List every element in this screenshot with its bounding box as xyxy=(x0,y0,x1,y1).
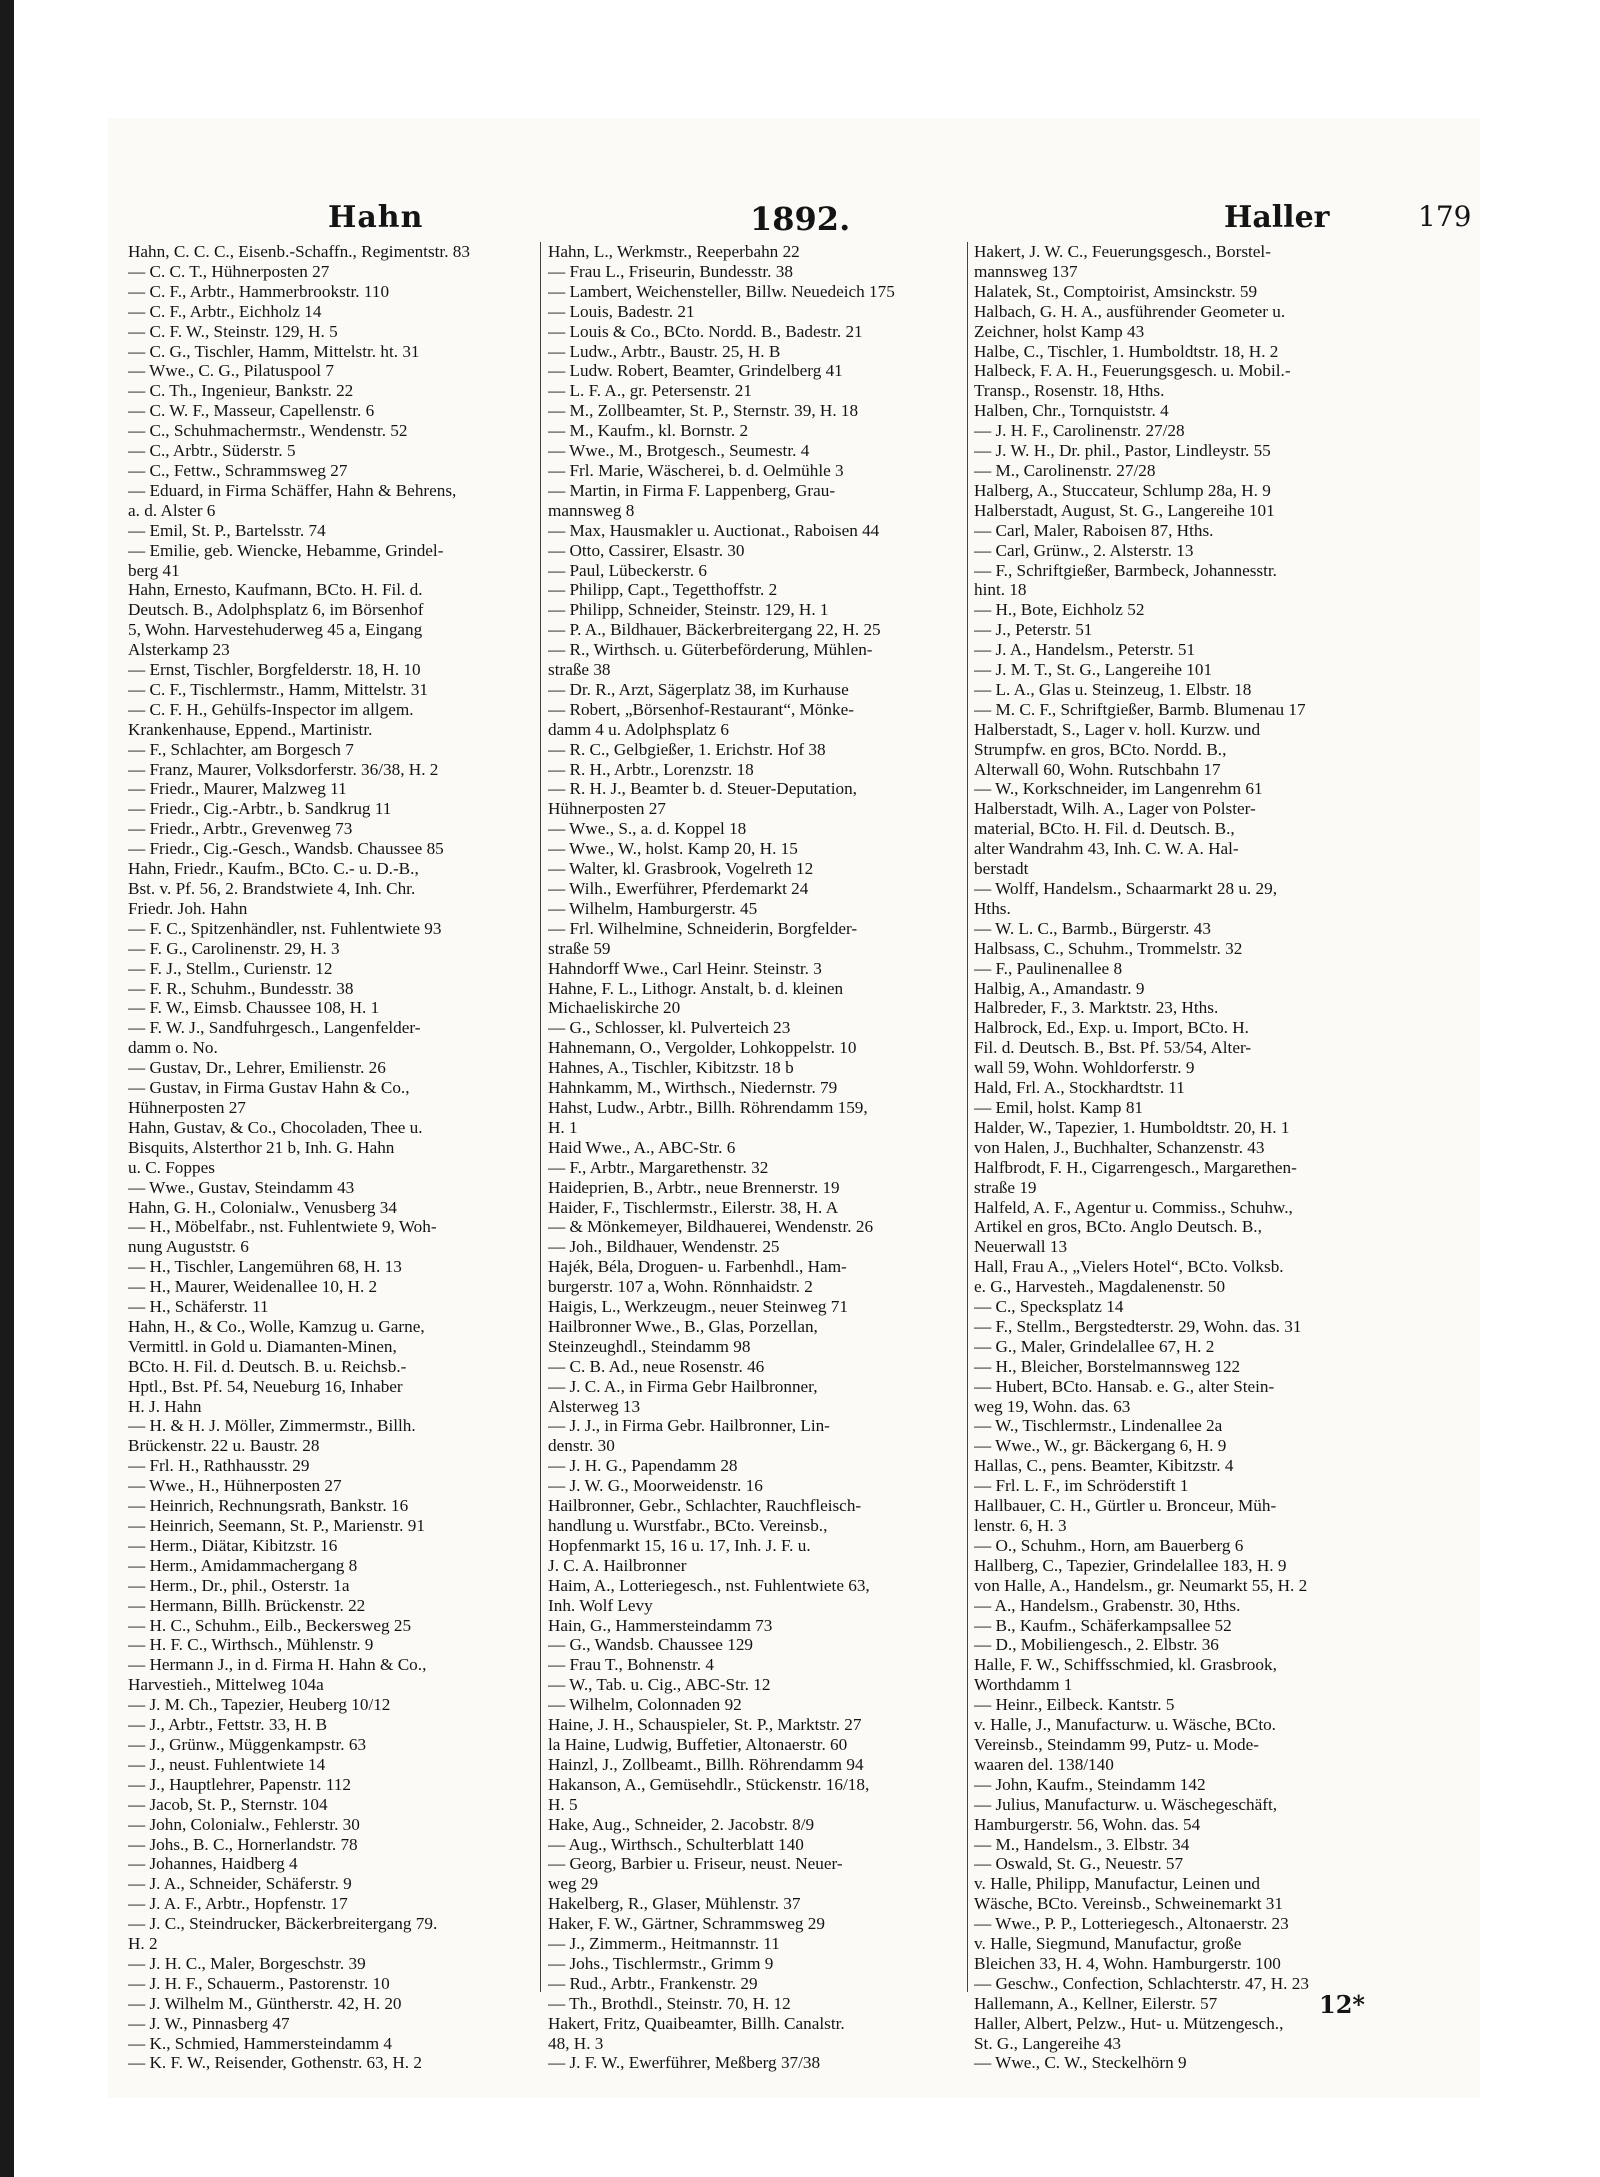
directory-entry: — Herm., Dr., phil., Osterstr. 1a xyxy=(128,1575,350,1595)
directory-entry: — P. A., Bildhauer, Bäckerbreitergang 22, H. 25 xyxy=(548,620,881,640)
directory-entry: — Frau L., Friseurin, Bundesstr. 38 xyxy=(548,261,793,281)
column-2 xyxy=(548,242,960,2073)
directory-entry: — F., Schlachter, am Borgesch 7 xyxy=(128,739,354,759)
directory-entry: Hald, Frl. A., Stockhardtstr. 11 xyxy=(974,1078,1185,1098)
directory-entry: — C. F., Tischlermstr., Hamm, Mittelstr. 31 xyxy=(128,679,428,699)
directory-entry: Hahnkamm, M., Wirthsch., Niedernstr. 79 xyxy=(548,1078,838,1098)
directory-entry: lenstr. 6, H. 3 xyxy=(974,1516,1067,1535)
directory-entry: — Wilh., Ewerführer, Pferdemarkt 24 xyxy=(548,879,809,898)
directory-entry: Hahndorff Wwe., Carl Heinr. Steinstr. 3 xyxy=(548,958,822,978)
directory-entry: — Wolff, Handelsm., Schaarmarkt 28 u. 29, xyxy=(974,879,1278,898)
directory-entry: Halfbrodt, F. H., Cigarrengesch., Margarethen- xyxy=(974,1157,1297,1177)
directory-entry: Hahn, C. C. C., Eisenb.-Schaffn., Regimentstr. 83 xyxy=(128,242,470,261)
directory-entry: Haigis, L., Werkzeugm., neuer Steinweg 71 xyxy=(548,1297,848,1317)
directory-entry: — M., Handelsm., 3. Elbstr. 34 xyxy=(974,1834,1190,1854)
directory-entry: — F., Schriftgießer, Barmbeck, Johannesstr. xyxy=(974,560,1277,580)
directory-entry: Hahn, G. H., Colonialw., Venusberg 34 xyxy=(128,1197,397,1217)
directory-entry: Bleichen 33, H. 4, Wohn. Hamburgerstr. 100 xyxy=(974,1953,1281,1973)
directory-entry: — Franz, Maurer, Volksdorferstr. 36/38, H. 2 xyxy=(128,759,439,779)
directory-entry: — Carl, Maler, Raboisen 87, Hths. xyxy=(974,520,1214,540)
directory-entry: Hailbronner, Gebr., Schlachter, Rauchfleisch- xyxy=(548,1496,862,1516)
directory-entry: Harvestieh., Mittelweg 104a xyxy=(128,1675,324,1695)
directory-entry: — Geschw., Confection, Schlachterstr. 47, H. 23 xyxy=(974,1973,1309,1993)
directory-entry: Alsterweg 13 xyxy=(548,1396,641,1416)
directory-entry: — Gustav, Dr., Lehrer, Emilienstr. 26 xyxy=(128,1058,386,1078)
directory-entry: — B., Kaufm., Schäferkampsallee 52 xyxy=(974,1615,1232,1635)
directory-entry: — L. A., Glas u. Steinzeug, 1. Elbstr. 18 xyxy=(974,679,1252,699)
directory-entry: e. G., Harvesteh., Magdalenenstr. 50 xyxy=(974,1277,1226,1297)
directory-entry: — Jacob, St. P., Sternstr. 104 xyxy=(128,1794,328,1814)
directory-entry: — C. F. H., Gehülfs-Inspector im allgem. xyxy=(128,699,414,719)
directory-entry: — Emil, St. P., Bartelsstr. 74 xyxy=(128,520,326,540)
directory-entry: — J., Grünw., Müggenkampstr. 63 xyxy=(128,1734,367,1754)
directory-entry: — C., Arbtr., Süderstr. 5 xyxy=(128,441,296,461)
directory-entry: — Frl. Marie, Wäscherei, b. d. Oelmühle 3 xyxy=(548,460,844,480)
directory-entry: von Halle, A., Handelsm., gr. Neumarkt 55, H. 2 xyxy=(974,1575,1308,1595)
directory-entry: Hajék, Béla, Droguen- u. Farbenhdl., Ham- xyxy=(548,1257,847,1277)
directory-entry: — J. A. F., Arbtr., Hopfenstr. 17 xyxy=(128,1894,348,1914)
directory-entry: — C. G., Tischler, Hamm, Mittelstr. ht. 31 xyxy=(128,341,420,361)
directory-entry: Bst. v. Pf. 56, 2. Brandstwiete 4, Inh. Chr. xyxy=(128,879,416,898)
directory-entry: St. G., Langereihe 43 xyxy=(974,2033,1122,2053)
directory-entry: Hahn, Friedr., Kaufm., BCto. C.- u. D.-B., xyxy=(128,859,419,879)
directory-entry: — J. Wilhelm M., Güntherstr. 42, H. 20 xyxy=(128,1993,402,2013)
directory-entry: Inh. Wolf Levy xyxy=(548,1595,653,1615)
directory-entry: — F. G., Carolinenstr. 29, H. 3 xyxy=(128,938,340,958)
directory-entry: — C. F., Arbtr., Eichholz 14 xyxy=(128,301,322,321)
directory-entry: — J. H. G., Papendamm 28 xyxy=(548,1456,738,1476)
directory-entry: Hallemann, A., Kellner, Eilerstr. 57 xyxy=(974,1993,1218,2013)
directory-entry: — Wwe., C. W., Steckelhörn 9 xyxy=(974,2053,1187,2073)
directory-entry: Halberg, A., Stuccateur, Schlump 28a, H. 9 xyxy=(974,480,1271,500)
directory-entry: — Wilhelm, Colonnaden 92 xyxy=(548,1695,742,1715)
directory-entry: — Philipp, Schneider, Steinstr. 129, H. 1 xyxy=(548,600,829,620)
directory-entry: Hakert, J. W. C., Feuerungsgesch., Borstel- xyxy=(974,242,1271,261)
directory-entry: — H., Tischler, Langemühren 68, H. 13 xyxy=(128,1257,402,1277)
directory-entry: — A., Handelsm., Grabenstr. 30, Hths. xyxy=(974,1595,1241,1615)
directory-entry: — G., Schlosser, kl. Pulverteich 23 xyxy=(548,1018,791,1038)
directory-entry: — W., Tab. u. Cig., ABC-Str. 12 xyxy=(548,1675,771,1695)
directory-entry: — Aug., Wirthsch., Schulterblatt 140 xyxy=(548,1834,804,1854)
directory-entry: — J. C., Steindrucker, Bäckerbreitergang 79. xyxy=(128,1914,438,1934)
directory-entry: Michaeliskirche 20 xyxy=(548,998,681,1018)
directory-entry: H. 2 xyxy=(128,1934,158,1954)
directory-entry: — C., Specksplatz 14 xyxy=(974,1297,1124,1317)
directory-entry: — Wwe., M., Brotgesch., Seumestr. 4 xyxy=(548,441,810,461)
directory-entry: — H., Möbelfabr., nst. Fuhlentwiete 9, Woh- xyxy=(128,1217,437,1237)
directory-entry: Hahst, Ludw., Arbtr., Billh. Röhrendamm 159, xyxy=(548,1097,868,1117)
directory-entry: — W. L. C., Barmb., Bürgerstr. 43 xyxy=(974,918,1211,938)
directory-entry: Wäsche, BCto. Vereinsb., Schweinemarkt 31 xyxy=(974,1894,1283,1914)
directory-entry: — H., Maurer, Weidenallee 10, H. 2 xyxy=(128,1277,378,1297)
directory-entry: — Max, Hausmakler u. Auctionat., Raboisen 44 xyxy=(548,520,880,540)
directory-entry: — Hermann J., in d. Firma H. Hahn & Co., xyxy=(128,1655,427,1675)
directory-entry: — J. C. A., in Firma Gebr Hailbronner, xyxy=(548,1376,818,1396)
directory-page xyxy=(108,118,1480,2098)
directory-entry: Halatek, St., Comptoirist, Amsinckstr. 59 xyxy=(974,281,1258,301)
directory-entry: — Walter, kl. Grasbrook, Vogelreth 12 xyxy=(548,859,814,879)
directory-entry: alter Wandrahm 43, Inh. C. W. A. Hal- xyxy=(974,839,1239,859)
directory-entry: — K. F. W., Reisender, Gothenstr. 63, H. 2 xyxy=(128,2053,422,2073)
directory-entry: — O., Schuhm., Horn, am Bauerberg 6 xyxy=(974,1535,1244,1555)
directory-entry: straße 59 xyxy=(548,938,611,958)
directory-entry: Hake, Aug., Schneider, 2. Jacobstr. 8/9 xyxy=(548,1814,815,1834)
directory-entry: — Philipp, Capt., Tegetthoffstr. 2 xyxy=(548,580,778,600)
directory-entry: — H., Bote, Eichholz 52 xyxy=(974,600,1145,620)
directory-entry: — L. F. A., gr. Petersenstr. 21 xyxy=(548,381,752,401)
directory-entry: — J. W. H., Dr. phil., Pastor, Lindleystr. 55 xyxy=(974,441,1271,461)
directory-entry: — Ludw. Robert, Beamter, Grindelberg 41 xyxy=(548,361,843,381)
directory-entry: Halbreder, F., 3. Marktstr. 23, Hths. xyxy=(974,998,1219,1018)
directory-entry: Halbe, C., Tischler, 1. Humboldtstr. 18, H. 2 xyxy=(974,341,1279,361)
directory-entry: Hahnemann, O., Vergolder, Lohkoppelstr. 10 xyxy=(548,1038,857,1058)
directory-entry: Alterwall 60, Wohn. Rutschbahn 17 xyxy=(974,759,1221,779)
directory-entry: — C. C. T., Hühnerposten 27 xyxy=(128,261,330,281)
directory-entry: wall 59, Wohn. Wohldorferstr. 9 xyxy=(974,1058,1195,1078)
directory-entry: Hakert, Fritz, Quaibeamter, Billh. Canalstr. xyxy=(548,2013,845,2033)
directory-entry: — C. F., Arbtr., Hammerbrookstr. 110 xyxy=(128,281,390,301)
directory-entry: — Friedr., Arbtr., Grevenweg 73 xyxy=(128,819,353,839)
directory-entry: Bisquits, Alsterthor 21 b, Inh. G. Hahn xyxy=(128,1137,395,1157)
directory-entry: berg 41 xyxy=(128,560,180,580)
directory-entry: — M., Carolinenstr. 27/28 xyxy=(974,460,1156,480)
directory-entry: 5, Wohn. Harvestehuderweg 45 a, Eingang xyxy=(128,620,423,640)
directory-entry: — John, Kaufm., Steindamm 142 xyxy=(974,1774,1206,1794)
directory-entry: — J., Arbtr., Fettstr. 33, H. B xyxy=(128,1715,328,1735)
directory-entry: — F., Stellm., Bergstedterstr. 29, Wohn. das. 31 xyxy=(974,1316,1302,1336)
directory-entry: Halbsass, C., Schuhm., Trommelstr. 32 xyxy=(974,938,1243,958)
scan-edge xyxy=(0,0,14,2177)
directory-entry: — Herm., Diätar, Kibitzstr. 16 xyxy=(128,1535,338,1555)
directory-entry: Hühnerposten 27 xyxy=(548,799,666,819)
directory-entry: — R. C., Gelbgießer, 1. Erichstr. Hof 38 xyxy=(548,739,826,759)
directory-entry: — C., Schuhmachermstr., Wendenstr. 52 xyxy=(128,421,408,441)
directory-entry: — Frl. L. F., im Schröderstift 1 xyxy=(974,1476,1189,1496)
directory-entry: — Friedr., Maurer, Malzweg 11 xyxy=(128,779,347,799)
directory-entry: H. 5 xyxy=(548,1794,578,1814)
directory-entry: J. C. A. Hailbronner xyxy=(548,1555,687,1575)
directory-entry: — Johannes, Haidberg 4 xyxy=(128,1854,298,1874)
directory-entry: la Haine, Ludwig, Buffetier, Altonaerstr. 60 xyxy=(548,1734,848,1754)
directory-entry: Haider, F., Tischlermstr., Eilerstr. 38, H. A xyxy=(548,1197,839,1217)
directory-entry: — Oswald, St. G., Neuestr. 57 xyxy=(974,1854,1184,1874)
directory-entry: Halbeck, F. A. H., Feuerungsgesch. u. Mobil.- xyxy=(974,361,1291,381)
directory-entry: — Wwe., H., Hühnerposten 27 xyxy=(128,1476,342,1496)
directory-entry: v. Halle, Siegmund, Manufactur, große xyxy=(974,1934,1242,1954)
directory-entry: — Herm., Amidammachergang 8 xyxy=(128,1555,358,1575)
directory-entry: u. C. Foppes xyxy=(128,1157,215,1177)
column-3 xyxy=(974,242,1406,2073)
directory-entry: — Emil, holst. Kamp 81 xyxy=(974,1097,1144,1117)
directory-entry: H. 1 xyxy=(548,1117,578,1137)
header-last-name: Haller xyxy=(1224,200,1330,235)
directory-entry: Hainzl, J., Zollbeamt., Billh. Röhrendamm 94 xyxy=(548,1754,864,1774)
directory-entry: damm 4 u. Adolphsplatz 6 xyxy=(548,719,729,739)
directory-entry: — H. F. C., Wirthsch., Mühlenstr. 9 xyxy=(128,1635,374,1655)
directory-entry: Steinzeughdl., Steindamm 98 xyxy=(548,1336,751,1356)
directory-entry: Friedr. Joh. Hahn xyxy=(128,898,248,918)
directory-entry: waaren del. 138/140 xyxy=(974,1754,1114,1774)
directory-entry: Hahn, Ernesto, Kaufmann, BCto. H. Fil. d. xyxy=(128,580,423,600)
directory-entry: burgerstr. 107 a, Wohn. Rönnhaidstr. 2 xyxy=(548,1277,813,1297)
directory-entry: — Friedr., Cig.-Arbtr., b. Sandkrug 11 xyxy=(128,799,392,819)
directory-entry: — R., Wirthsch. u. Güterbeförderung, Mühlen- xyxy=(548,640,873,660)
directory-entry: berstadt xyxy=(974,859,1029,879)
directory-entry: Halbach, G. H. A., ausführender Geometer u. xyxy=(974,301,1286,321)
directory-entry: — J. F. W., Ewerführer, Meßberg 37/38 xyxy=(548,2053,821,2073)
directory-entry: — & Mönkemeyer, Bildhauerei, Wendenstr. 26 xyxy=(548,1217,874,1237)
directory-entry: straße 19 xyxy=(974,1177,1037,1197)
directory-entry: a. d. Alster 6 xyxy=(128,500,216,520)
directory-entry: — G., Wandsb. Chaussee 129 xyxy=(548,1635,754,1655)
directory-entry: — H., Schäferstr. 11 xyxy=(128,1297,269,1317)
directory-entry: — M. C. F., Schriftgießer, Barmb. Blumenau 17 xyxy=(974,699,1306,719)
directory-entry: — Eduard, in Firma Schäffer, Hahn & Behrens, xyxy=(128,480,457,500)
directory-entry: — F., Arbtr., Margarethenstr. 32 xyxy=(548,1157,769,1177)
directory-entry: BCto. H. Fil. d. Deutsch. B. u. Reichsb.- xyxy=(128,1356,407,1376)
directory-entry: — Heinrich, Seemann, St. P., Marienstr. 91 xyxy=(128,1516,425,1535)
column-rule xyxy=(540,242,541,1992)
directory-entry: Halder, W., Tapezier, 1. Humboldtstr. 20, H. 1 xyxy=(974,1117,1290,1137)
signature-mark: 12* xyxy=(1319,1990,1365,2019)
directory-entry: — J. H. F., Carolinenstr. 27/28 xyxy=(974,421,1185,441)
directory-entry: Transp., Rosenstr. 18, Hths. xyxy=(974,381,1165,401)
directory-entry: — F. W. J., Sandfuhrgesch., Langenfelder- xyxy=(128,1018,421,1038)
directory-entry: Zeichner, holst Kamp 43 xyxy=(974,321,1145,341)
directory-entry: — Robert, „Börsenhof-Restaurant“, Mönke- xyxy=(548,699,854,719)
directory-entry: Hallas, C., pens. Beamter, Kibitzstr. 4 xyxy=(974,1456,1234,1476)
directory-entry: — R. H., Arbtr., Lorenzstr. 18 xyxy=(548,759,754,779)
directory-entry: — Wwe., Gustav, Steindamm 43 xyxy=(128,1177,355,1197)
directory-entry: — Martin, in Firma F. Lappenberg, Grau- xyxy=(548,480,836,500)
directory-entry: Haller, Albert, Pelzw., Hut- u. Mützengesch., xyxy=(974,2013,1284,2033)
directory-entry: — J. H. C., Maler, Borgeschstr. 39 xyxy=(128,1953,366,1973)
directory-entry: — H., Bleicher, Borstelmannsweg 122 xyxy=(974,1356,1241,1376)
directory-entry: — G., Maler, Grindelallee 67, H. 2 xyxy=(974,1336,1215,1356)
directory-entry: Deutsch. B., Adolphsplatz 6, im Börsenhof xyxy=(128,600,424,620)
directory-entry: — Wwe., P. P., Lotteriegesch., Altonaerstr. 23 xyxy=(974,1914,1289,1934)
directory-entry: Halfeld, A. F., Agentur u. Commiss., Schuhw., xyxy=(974,1197,1293,1217)
directory-entry: mannsweg 137 xyxy=(974,261,1078,281)
directory-entry: Hahn, Gustav, & Co., Chocoladen, Thee u. xyxy=(128,1117,423,1137)
directory-entry: Hain, G., Hammersteindamm 73 xyxy=(548,1615,773,1635)
directory-entry: Worthdamm 1 xyxy=(974,1675,1073,1695)
directory-entry: Hallberg, C., Tapezier, Grindelallee 183, H. 9 xyxy=(974,1555,1287,1575)
directory-entry: — C. F. W., Steinstr. 129, H. 5 xyxy=(128,321,338,341)
directory-entry: Hahn, L., Werkmstr., Reeperbahn 22 xyxy=(548,242,800,261)
directory-entry: Hahne, F. L., Lithogr. Anstalt, b. d. kleinen xyxy=(548,978,844,998)
directory-entry: — J., Hauptlehrer, Papenstr. 112 xyxy=(128,1774,352,1794)
directory-entry: material, BCto. H. Fil. d. Deutsch. B., xyxy=(974,819,1235,839)
directory-entry: — J., neust. Fuhlentwiete 14 xyxy=(128,1754,326,1774)
directory-entry: Hühnerposten 27 xyxy=(128,1097,246,1117)
directory-entry: — F. C., Spitzenhändler, nst. Fuhlentwiete 93 xyxy=(128,918,442,938)
directory-entry: — Carl, Grünw., 2. Alsterstr. 13 xyxy=(974,540,1194,560)
directory-entry: — Frau T., Bohnenstr. 4 xyxy=(548,1655,714,1675)
directory-entry: — W., Tischlermstr., Lindenallee 2a xyxy=(974,1416,1223,1436)
directory-entry: Hahnes, A., Tischler, Kibitzstr. 18 b xyxy=(548,1058,794,1078)
directory-entry: — J. W. G., Moorweidenstr. 16 xyxy=(548,1476,763,1496)
directory-entry: Neuerwall 13 xyxy=(974,1237,1068,1257)
page-number: 179 xyxy=(1418,200,1472,233)
directory-entry: — Ernst, Tischler, Borgfelderstr. 18, H. 10 xyxy=(128,660,421,680)
directory-entry: — Emilie, geb. Wiencke, Hebamme, Grindel- xyxy=(128,540,444,560)
directory-entry: straße 38 xyxy=(548,660,611,680)
directory-entry: — C. B. Ad., neue Rosenstr. 46 xyxy=(548,1356,765,1376)
directory-entry: denstr. 30 xyxy=(548,1436,615,1456)
directory-entry: — J. H. F., Schauerm., Pastorenstr. 10 xyxy=(128,1973,390,1993)
directory-entry: Haker, F. W., Gärtner, Schrammsweg 29 xyxy=(548,1914,825,1934)
directory-entry: — John, Colonialw., Fehlerstr. 30 xyxy=(128,1814,360,1834)
directory-entry: — Georg, Barbier u. Friseur, neust. Neuer- xyxy=(548,1854,843,1874)
directory-entry: — J. M. T., St. G., Langereihe 101 xyxy=(974,660,1213,680)
directory-entry: — Louis & Co., BCto. Nordd. B., Badestr. 21 xyxy=(548,321,863,341)
directory-entry: Halle, F. W., Schiffsschmied, kl. Grasbrook, xyxy=(974,1655,1277,1675)
directory-entry: — J., Peterstr. 51 xyxy=(974,620,1093,640)
directory-entry: — C., Fettw., Schrammsweg 27 xyxy=(128,460,348,480)
directory-entry: Hopfenmarkt 15, 16 u. 17, Inh. J. F. u. xyxy=(548,1535,811,1555)
directory-entry: — J., Zimmerm., Heitmannstr. 11 xyxy=(548,1934,780,1954)
directory-entry: Hall, Frau A., „Vielers Hotel“, BCto. Volksb. xyxy=(974,1257,1284,1277)
directory-entry: — Julius, Manufacturw. u. Wäschegeschäft, xyxy=(974,1794,1278,1814)
directory-entry: — F. J., Stellm., Curienstr. 12 xyxy=(128,958,333,978)
directory-entry: Hahn, H., & Co., Wolle, Kamzug u. Garne, xyxy=(128,1316,425,1336)
directory-entry: — Paul, Lübeckerstr. 6 xyxy=(548,560,707,580)
directory-entry: — Rud., Arbtr., Frankenstr. 29 xyxy=(548,1973,758,1993)
directory-entry: Vermittl. in Gold u. Diamanten-Minen, xyxy=(128,1336,397,1356)
directory-entry: hint. 18 xyxy=(974,580,1027,600)
header-first-name: Hahn xyxy=(328,200,424,235)
directory-entry: Halberstadt, Wilh. A., Lager von Polster- xyxy=(974,799,1256,819)
directory-entry: weg 19, Wohn. das. 63 xyxy=(974,1396,1131,1416)
directory-entry: — M., Kaufm., kl. Bornstr. 2 xyxy=(548,421,749,441)
directory-entry: — Otto, Cassirer, Elsastr. 30 xyxy=(548,540,745,560)
directory-entry: — Hubert, BCto. Hansab. e. G., alter Stein- xyxy=(974,1376,1275,1396)
directory-entry: 48, H. 3 xyxy=(548,2033,604,2053)
directory-entry: mannsweg 8 xyxy=(548,500,635,520)
header-year: 1892. xyxy=(750,200,851,238)
directory-entry: Hamburgerstr. 56, Wohn. das. 54 xyxy=(974,1814,1201,1834)
directory-entry: Haideprien, B., Arbtr., neue Brennerstr. 19 xyxy=(548,1177,840,1197)
directory-entry: — Wwe., W., holst. Kamp 20, H. 15 xyxy=(548,839,798,859)
directory-entry: Artikel en gros, BCto. Anglo Deutsch. B., xyxy=(974,1217,1262,1237)
directory-entry: Brückenstr. 22 u. Baustr. 28 xyxy=(128,1436,320,1456)
directory-entry: — H. & H. J. Möller, Zimmermstr., Billh. xyxy=(128,1416,416,1436)
directory-entry: — Wwe., C. G., Pilatuspool 7 xyxy=(128,361,334,381)
directory-entry: — Wwe., S., a. d. Koppel 18 xyxy=(548,819,747,839)
directory-entry: — H. C., Schuhm., Eilb., Beckersweg 25 xyxy=(128,1615,412,1635)
directory-entry: — Th., Brothdl., Steinstr. 70, H. 12 xyxy=(548,1993,791,2013)
directory-entry: weg 29 xyxy=(548,1874,599,1894)
directory-entry: — Wwe., W., gr. Bäckergang 6, H. 9 xyxy=(974,1436,1227,1456)
directory-entry: Haid Wwe., A., ABC-Str. 6 xyxy=(548,1137,736,1157)
directory-entry: — Johs., B. C., Hornerlandstr. 78 xyxy=(128,1834,358,1854)
directory-entry: Halberstadt, S., Lager v. holl. Kurzw. und xyxy=(974,719,1261,739)
directory-entry: Hakanson, A., Gemüsehdlr., Stückenstr. 16/18, xyxy=(548,1774,870,1794)
directory-entry: handlung u. Wurstfabr., BCto. Vereinsb., xyxy=(548,1516,828,1535)
directory-entry: — Gustav, in Firma Gustav Hahn & Co., xyxy=(128,1078,410,1098)
directory-entry: Vereinsb., Steindamm 99, Putz- u. Mode- xyxy=(974,1734,1259,1754)
directory-entry: — Dr. R., Arzt, Sägerplatz 38, im Kurhause xyxy=(548,679,849,699)
directory-entry: — Joh., Bildhauer, Wendenstr. 25 xyxy=(548,1237,780,1257)
directory-entry: v. Halle, Philipp, Manufactur, Leinen und xyxy=(974,1874,1261,1894)
directory-entry: — R. H. J., Beamter b. d. Steuer-Deputation, xyxy=(548,779,857,799)
directory-entry: Halberstadt, August, St. G., Langereihe 101 xyxy=(974,500,1275,520)
directory-entry: nung Auguststr. 6 xyxy=(128,1237,249,1257)
directory-entry: — Friedr., Cig.-Gesch., Wandsb. Chaussee 85 xyxy=(128,839,444,859)
directory-entry: Alsterkamp 23 xyxy=(128,640,230,660)
directory-entry: — F. W., Eimsb. Chaussee 108, H. 1 xyxy=(128,998,380,1018)
directory-entry: Hakelberg, R., Glaser, Mühlenstr. 37 xyxy=(548,1894,801,1914)
directory-entry: — Frl. Wilhelmine, Schneiderin, Borgfelder- xyxy=(548,918,858,938)
directory-entry: Strumpfw. en gros, BCto. Nordd. B., xyxy=(974,739,1227,759)
directory-entry: — Heinr., Eilbeck. Kantstr. 5 xyxy=(974,1695,1175,1715)
directory-entry: — F., Paulinenallee 8 xyxy=(974,958,1123,978)
directory-entry: — K., Schmied, Hammersteindamm 4 xyxy=(128,2033,392,2053)
directory-entry: — W., Korkschneider, im Langenrehm 61 xyxy=(974,779,1263,799)
column-rule xyxy=(967,242,968,1992)
directory-entry: Krankenhause, Eppend., Martinistr. xyxy=(128,719,373,739)
directory-entry: — Lambert, Weichensteller, Billw. Neuedeich 175 xyxy=(548,281,895,301)
directory-entry: von Halen, J., Buchhalter, Schanzenstr. 43 xyxy=(974,1137,1265,1157)
directory-entry: Hallbauer, C. H., Gürtler u. Bronceur, Müh- xyxy=(974,1496,1277,1516)
directory-entry: — Hermann, Billh. Brückenstr. 22 xyxy=(128,1595,366,1615)
directory-entry: — C. W. F., Masseur, Capellenstr. 6 xyxy=(128,401,375,421)
directory-entry: — Louis, Badestr. 21 xyxy=(548,301,695,321)
directory-entry: H. J. Hahn xyxy=(128,1396,202,1416)
directory-entry: — F. R., Schuhm., Bundesstr. 38 xyxy=(128,978,354,998)
directory-entry: — Heinrich, Rechnungsrath, Bankstr. 16 xyxy=(128,1496,409,1516)
directory-entry: — D., Mobiliengesch., 2. Elbstr. 36 xyxy=(974,1635,1219,1655)
directory-entry: damm o. No. xyxy=(128,1038,218,1058)
directory-entry: — J. M. Ch., Tapezier, Heuberg 10/12 xyxy=(128,1695,391,1715)
directory-entry: v. Halle, J., Manufacturw. u. Wäsche, BCto. xyxy=(974,1715,1276,1735)
directory-entry: Halbig, A., Amandastr. 9 xyxy=(974,978,1145,998)
directory-entry: Fil. d. Deutsch. B., Bst. Pf. 53/54, Alter- xyxy=(974,1038,1252,1058)
directory-entry: — Frl. H., Rathhausstr. 29 xyxy=(128,1456,310,1476)
directory-entry: Halbrock, Ed., Exp. u. Import, BCto. H. xyxy=(974,1018,1249,1038)
directory-entry: Hths. xyxy=(974,898,1011,918)
directory-entry: Hailbronner Wwe., B., Glas, Porzellan, xyxy=(548,1316,818,1336)
directory-entry: — J. W., Pinnasberg 47 xyxy=(128,2013,290,2033)
directory-entry: — Johs., Tischlermstr., Grimm 9 xyxy=(548,1953,774,1973)
directory-entry: — M., Zollbeamter, St. P., Sternstr. 39, H. 18 xyxy=(548,401,859,421)
column-1 xyxy=(128,242,532,2073)
directory-entry: Halben, Chr., Tornquiststr. 4 xyxy=(974,401,1169,421)
directory-entry: — J. A., Handelsm., Peterstr. 51 xyxy=(974,640,1196,660)
directory-entry: — Wilhelm, Hamburgerstr. 45 xyxy=(548,898,758,918)
directory-entry: Haine, J. H., Schauspieler, St. P., Marktstr. 27 xyxy=(548,1715,862,1735)
directory-entry: — C. Th., Ingenieur, Bankstr. 22 xyxy=(128,381,354,401)
directory-entry: Haim, A., Lotteriegesch., nst. Fuhlentwiete 63, xyxy=(548,1575,870,1595)
directory-entry: — J. J., in Firma Gebr. Hailbronner, Lin- xyxy=(548,1416,830,1436)
directory-entry: — Ludw., Arbtr., Baustr. 25, H. B xyxy=(548,341,781,361)
page-header xyxy=(124,200,1472,240)
directory-entry: — J. A., Schneider, Schäferstr. 9 xyxy=(128,1874,352,1894)
directory-entry: Hptl., Bst. Pf. 54, Neueburg 16, Inhaber xyxy=(128,1376,403,1396)
